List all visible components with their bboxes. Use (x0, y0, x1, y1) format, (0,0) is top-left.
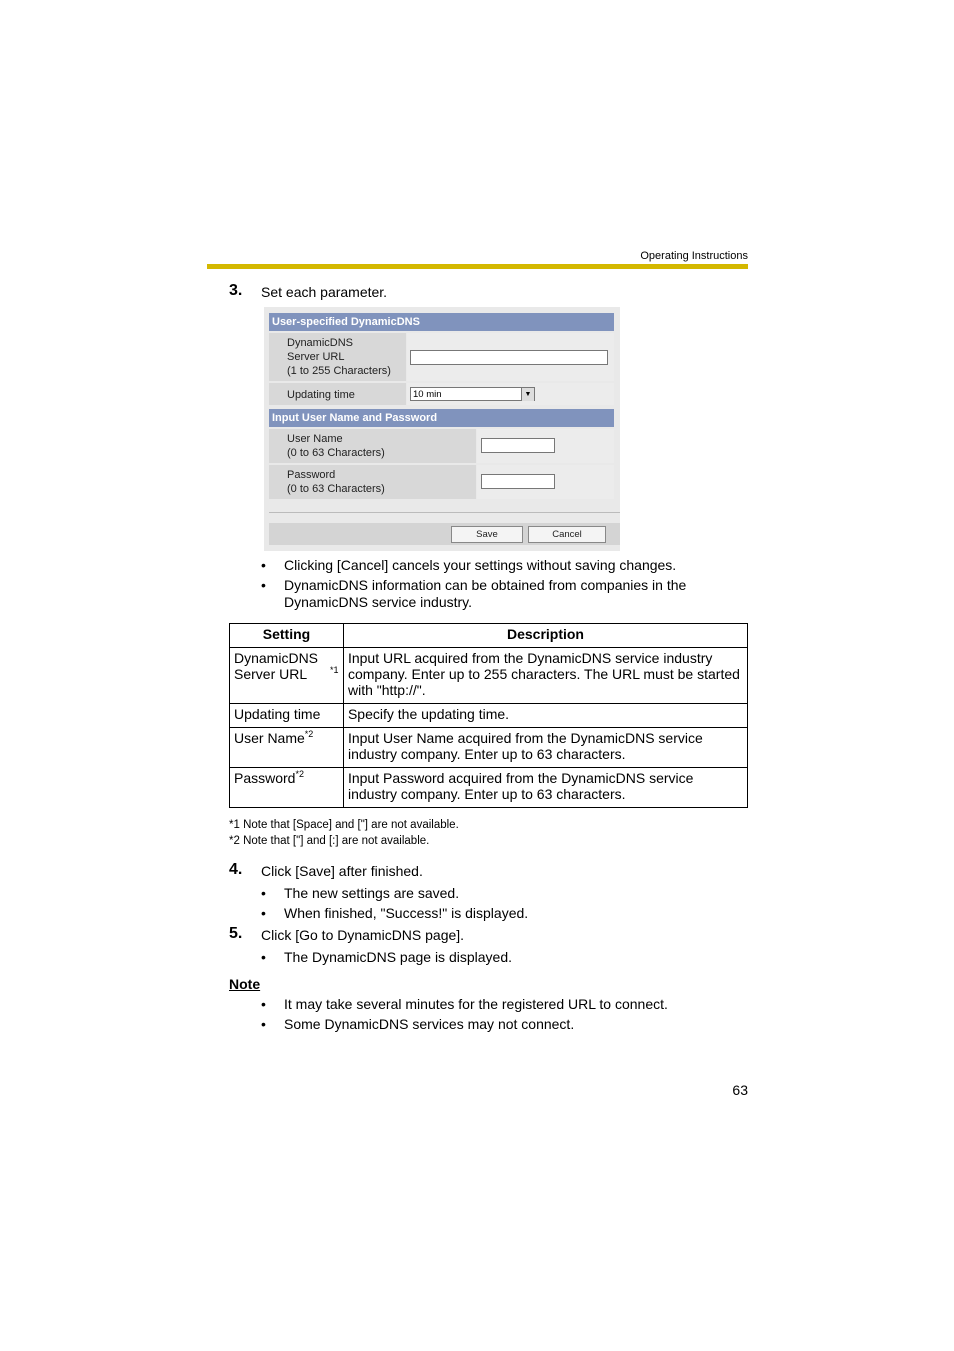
settings-table (229, 623, 748, 808)
password-input[interactable] (481, 474, 555, 489)
header-rule (207, 264, 748, 269)
setting-name: Updating time (234, 706, 321, 722)
table-row (230, 728, 748, 768)
description-cell: Input Password acquired from the DynamicDNS service industry company. Enter up to 63 characters. (343, 768, 747, 808)
table-header-row (230, 624, 748, 648)
step-3-text: Set each parameter. (261, 284, 388, 300)
section-user-specified-dynamicdns: User-specified DynamicDNS (269, 313, 614, 331)
chevron-down-icon[interactable]: ▼ (521, 388, 534, 401)
note-heading: Note (229, 976, 261, 992)
updating-time-select[interactable] (410, 387, 535, 401)
step-5-number: 5. (229, 925, 243, 942)
description-cell: Specify the updating time. (343, 704, 747, 728)
setting-name: Password (234, 770, 296, 786)
column-header-description: Description (343, 624, 747, 648)
list-item (261, 996, 731, 1013)
list-item (261, 905, 731, 922)
bullet-text: The new settings are saved. (284, 885, 460, 901)
bullet-icon: • (261, 1016, 266, 1032)
step-4-number: 4. (229, 861, 243, 878)
cancel-button[interactable]: Cancel (528, 526, 606, 543)
table-row (230, 648, 748, 704)
bullet-text: The DynamicDNS page is displayed. (284, 949, 512, 965)
bullet-text: When finished, "Success!" is displayed. (284, 905, 529, 921)
bullet-icon: • (261, 949, 266, 965)
user-name-input[interactable] (481, 438, 555, 453)
password-label-line2: (0 to 63 Characters) (287, 483, 385, 495)
list-item (261, 577, 731, 611)
footnote-ref: *2 (304, 729, 314, 739)
save-button[interactable]: Save (451, 526, 523, 543)
bullet-icon: • (261, 905, 266, 921)
url-label-line3: (1 to 255 Characters) (287, 365, 391, 377)
setting-name: User Name (234, 730, 305, 746)
bullet-icon: • (261, 557, 266, 573)
bullet-icon: • (261, 996, 266, 1012)
step-5-text: Click [Go to DynamicDNS page]. (261, 927, 465, 943)
step-3-number: 3. (229, 282, 243, 299)
description-cell: Input User Name acquired from the DynamicDNS service industry company. Enter up to 63 characters. (343, 728, 747, 768)
section-user-name-password: Input User Name and Password (269, 409, 614, 427)
password-label-line1: Password (287, 469, 336, 481)
list-item (261, 1016, 731, 1033)
page-number: 63 (732, 1082, 748, 1098)
list-item (261, 885, 731, 902)
footnote-ref: *2 (295, 769, 304, 779)
column-header-setting: Setting (230, 624, 344, 648)
footnote-2: *2 Note that ["] and [:] are not available. (229, 835, 430, 847)
bullet-text: DynamicDNS information can be obtained from companies in the DynamicDNS service industry. (284, 577, 687, 610)
bullet-text: It may take several minutes for the registered URL to connect. (284, 996, 668, 1012)
table-row (230, 768, 748, 808)
settings-screenshot (264, 307, 620, 551)
bullet-icon: • (261, 885, 266, 901)
divider (269, 512, 620, 513)
setting-cell (230, 728, 344, 768)
bullet-icon: • (261, 577, 266, 593)
url-label-line2: Server URL (287, 351, 345, 363)
setting-name: DynamicDNS Server URL (234, 650, 319, 682)
running-header: Operating Instructions (640, 250, 748, 262)
footnote-ref: *1 (330, 665, 339, 675)
user-name-label-line2: (0 to 63 Characters) (287, 447, 385, 459)
table-row (230, 704, 748, 728)
server-url-input[interactable] (410, 350, 608, 365)
url-label-line1: DynamicDNS (287, 337, 354, 349)
step-4-text: Click [Save] after finished. (261, 863, 423, 879)
bullet-text: Clicking [Cancel] cancels your settings without saving changes. (284, 557, 677, 573)
description-cell: Input URL acquired from the DynamicDNS service industry company. Enter up to 255 characters. The URL must be started with "http://". (343, 648, 747, 704)
updating-time-label: Updating time (287, 389, 355, 401)
updating-time-value: 10 min (413, 389, 442, 400)
setting-cell (230, 768, 344, 808)
footnote-1: *1 Note that [Space] and ["] are not available. (229, 819, 459, 831)
setting-cell (230, 704, 344, 728)
user-name-label-line1: User Name (287, 433, 343, 445)
list-item (261, 557, 731, 574)
setting-cell (230, 648, 344, 704)
list-item (261, 949, 731, 966)
bullet-text: Some DynamicDNS services may not connect. (284, 1016, 575, 1032)
